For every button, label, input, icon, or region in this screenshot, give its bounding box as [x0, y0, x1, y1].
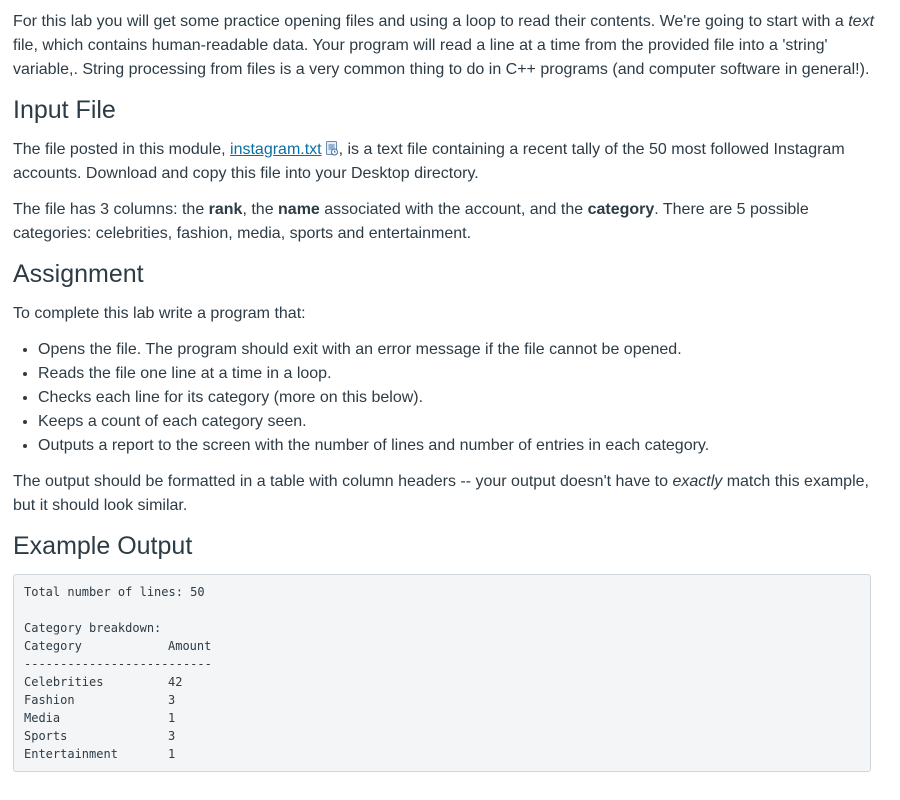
breakdown-label: Category breakdown: — [24, 621, 162, 635]
table-row: Media 1 — [24, 711, 176, 725]
example-output-heading: Example Output — [13, 532, 193, 560]
total-lines-line: Total number of lines: 50 — [24, 585, 205, 599]
list-item: • Outputs a report to the screen with the number of lines and number of entries in each category. — [38, 434, 887, 458]
list-item: • Checks each line for its category (more on this below). — [38, 386, 887, 410]
instagram-file-link[interactable]: instagram.txt — [230, 141, 322, 158]
amount-header: Amount — [168, 639, 212, 653]
category-header: Category — [24, 639, 82, 653]
document-preview-icon[interactable] — [325, 140, 339, 155]
assignment-heading: Assignment — [13, 260, 144, 288]
list-item: • Reads the file one line at a time in a loop. — [38, 362, 887, 386]
table-row: Celebrities 42 — [24, 675, 183, 689]
table-row: Sports 3 — [24, 729, 176, 743]
format-note: The output should be formatted in a table with column headers -- your output doesn't have to exactly match this example, but it should look similar. — [13, 473, 869, 514]
table-row: Entertainment 1 — [24, 747, 176, 761]
table-divider: -------------------------- — [24, 657, 212, 671]
table-row: Fashion 3 — [24, 693, 176, 707]
example-output-block — [13, 574, 871, 772]
input-file-paragraph: The file posted in this module, instagram.txt , is a text file containing a recent tally of the 50 most followed Instagram accounts. Download and copy this file into your Desktop directory. — [13, 141, 845, 182]
table-header — [24, 637, 860, 655]
list-item: • Keeps a count of each category seen. — [38, 410, 887, 434]
list-item: • Opens the file. The program should exit with an error message if the file cannot be opened. — [38, 338, 887, 362]
input-file-heading: Input File — [13, 96, 116, 124]
task-list — [13, 338, 887, 458]
intro-paragraph: For this lab you will get some practice opening files and using a loop to read their contents. We're going to start with a text file, which contains human-readable data. Your program will read a line at a time from the provided file into a 'string' variable,. String processing from files is a very common thing to do in C++ programs (and computer software in general!). — [13, 13, 875, 78]
columns-paragraph: The file has 3 columns: the rank, the name associated with the account, and the category. There are 5 possible categories: celebrities, fashion, media, sports and entertainment. — [13, 201, 809, 242]
assignment-intro: To complete this lab write a program that: — [13, 305, 306, 322]
